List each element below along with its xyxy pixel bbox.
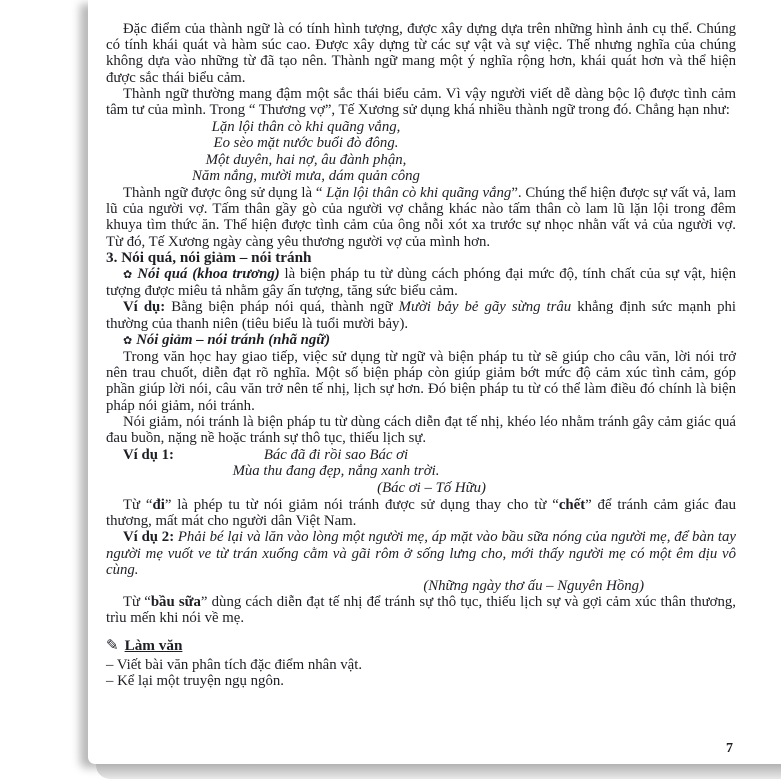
- keyword-chet: chết: [558, 496, 586, 513]
- idiom-italic: Lặn lội thân cò khi quãng vắng: [326, 185, 512, 202]
- paragraph-thanh-ngu-bieu-cam: Thành ngữ thường mang đậm một sắc thái biểu cảm. Vì vậy người viết dễ dàng bộc lộ được tình cảm tâm tư của mình. Trong “ Thương vợ”, Tế Xương sử dụng khá nhiều thành ngữ trong đó. Chẳng hạn như:: [106, 85, 736, 119]
- verse-thuong-vo: [106, 119, 506, 184]
- vi-du-2-label: Ví dụ 2:: [123, 529, 175, 546]
- text-run: khẳng định sức mạnh phi thường của thanh niên (tiêu biểu là tuổi mười bảy).: [106, 299, 736, 332]
- section-heading-noi-qua-noi-giam: 3. Nói quá, nói giảm – nói tránh: [106, 248, 312, 266]
- term-noi-qua: Nói quá (khoa trương): [137, 266, 280, 283]
- text-run: là biện pháp tu từ dùng cách phóng đại mức độ, tính chất của sự vật, hiện tượng được miêu tả nhằm gây ấn tượng, tăng sức biểu cảm.: [106, 266, 737, 300]
- attribution-nguyen-hong: (Những ngày thơ ấu – Nguyên Hồng): [423, 577, 644, 594]
- page-number: 7: [726, 741, 733, 756]
- vi-du-1-block: [106, 447, 736, 496]
- paragraph-vi-du-2: [106, 529, 736, 578]
- page: [88, 0, 781, 764]
- flower-bullet-icon: ✿: [123, 333, 133, 347]
- text-run: ”. Chúng thể hiện được sự vất vả, lam lũ của người vợ. Tấm thân gầy gò của người vợ chẳng khác nào tấm thân cò lam lũ lặn lội trong đêm khuya tìm thức ăn. Thể hiện được tình cảm của ông nỗi xót xa trước sự nhọc nhằn vất vả của người vợ. Từ đó, Tế Xương ngày càng yêu thương người vợ của mình hơn.: [106, 185, 736, 250]
- paragraph-noi-giam-definition: Nói giảm, nói tránh là biện pháp tu từ dùng cách diễn đạt tế nhị, khéo léo nhằm tránh gây cảm giác quá đau buồn, nặng nề hoặc tránh sự thô tục, thiếu lịch sự.: [106, 413, 736, 447]
- text-run: ” dùng cách diễn đạt tế nhị để tránh sự thô tục, thiếu lịch sự và gợi cảm xúc thân thương, trìu mến khi nói về mẹ.: [106, 594, 736, 627]
- paragraph-vi-du-1-explanation: [106, 497, 736, 529]
- vi-du-1-label: Ví dụ 1:: [123, 447, 174, 464]
- text-run: Thành ngữ được ông sử dụng là “: [123, 185, 327, 202]
- flower-bullet-icon: ✿: [123, 268, 134, 282]
- verse-line: Mùa thu đang đẹp, nắng xanh trời.: [232, 463, 440, 480]
- paragraph-thanh-ngu-analysis: [106, 185, 736, 250]
- text-run: ” là phép tu từ nói giảm nói tránh được sử dụng thay cho từ “: [164, 496, 559, 513]
- term-noi-giam: Nói giảm – nói tránh (nhã ngữ): [136, 331, 331, 348]
- pen-icon: ✎: [106, 635, 119, 654]
- vi-du-label: Ví dụ:: [123, 299, 166, 316]
- verse-bac-oi: [106, 447, 566, 479]
- paragraph-noi-giam-intro: Trong văn học hay giao tiếp, việc sử dụng từ ngữ và biện pháp tu từ sẽ giúp cho câu văn, lời nói trở nên trau chuốt, diễn đạt rõ nghĩa. Một số biện pháp còn giúp giảm bớt mức độ cảm xúc tình cảm, góp phần giúp lời nói, câu văn trở nên tế nhị, lịch sự hơn. Đó biện pháp tu từ có thể làm điều đó chính là biện pháp nói giảm, nói tránh.: [106, 349, 736, 414]
- attribution-to-huu: (Bác ơi – Tố Hữu): [377, 479, 486, 496]
- keyword-bau-sua: bầu sữa: [150, 594, 201, 611]
- paragraph-thanh-ngu-features: Đặc điểm của thành ngữ là có tính hình tượng, được xây dựng dựa trên những hình ảnh cụ thể. Chúng có tính khái quát và hàm súc cao. Được xây dựng từ các sự vật và sự việc. Thế nhưng nghĩa của chúng không dựa vào những từ đã tạo nên. Thành ngữ mang một ý nghĩa rộng hơn, khái quát hơn và thể hiện được sắc thái biểu cảm.: [106, 21, 736, 86]
- verse-line: Một duyên, hai nợ, âu đành phận,: [205, 151, 407, 168]
- paragraph-vi-du-2-explanation: [106, 594, 736, 626]
- verse-line: Bác đã đi rồi sao Bác ơi: [263, 447, 409, 464]
- paragraph-noi-qua-definition: [106, 266, 736, 299]
- verse-line: Lặn lội thân cò khi quãng vắng,: [211, 119, 401, 136]
- lam-van-title: Làm văn: [124, 636, 183, 654]
- paragraph-vi-du-noi-qua: [106, 299, 736, 331]
- text-run: Bằng biện pháp nói quá, thành ngữ: [165, 299, 399, 316]
- page-bottom-shadow: [96, 764, 781, 779]
- lam-van-item-phan-tich-nhan-vat: – Viết bài văn phân tích đặc điểm nhân vật.: [106, 656, 363, 673]
- paragraph-noi-giam-term: [106, 332, 736, 349]
- page-content: [88, 0, 781, 689]
- text-run: Từ “: [123, 496, 153, 513]
- quote-italic: Phải bé lại và lăn vào lòng một người mẹ, áp mặt vào bầu sữa nóng của người mẹ, để bàn tay người mẹ vuốt ve từ trán xuống cằm và gãi rôm ở sống lưng cho, mới thấy người mẹ có một êm dịu vô cùng.: [106, 529, 736, 578]
- verse-line: Eo sèo mặt nước buổi đò đông.: [213, 135, 399, 152]
- lam-van-heading: [106, 637, 736, 654]
- idiom-italic: Mười bảy bẻ gãy sừng trâu: [398, 299, 572, 316]
- lam-van-item-truyen-ngu-ngon: – Kể lại một truyện ngụ ngôn.: [106, 672, 284, 689]
- verse-line: Năm nắng, mười mưa, dám quản công: [192, 167, 420, 184]
- text-run: ” để tránh cảm giác đau thương, mất mát cho người dân Việt Nam.: [106, 496, 736, 530]
- text-run: Từ “: [123, 594, 151, 611]
- keyword-di: đi: [152, 496, 165, 513]
